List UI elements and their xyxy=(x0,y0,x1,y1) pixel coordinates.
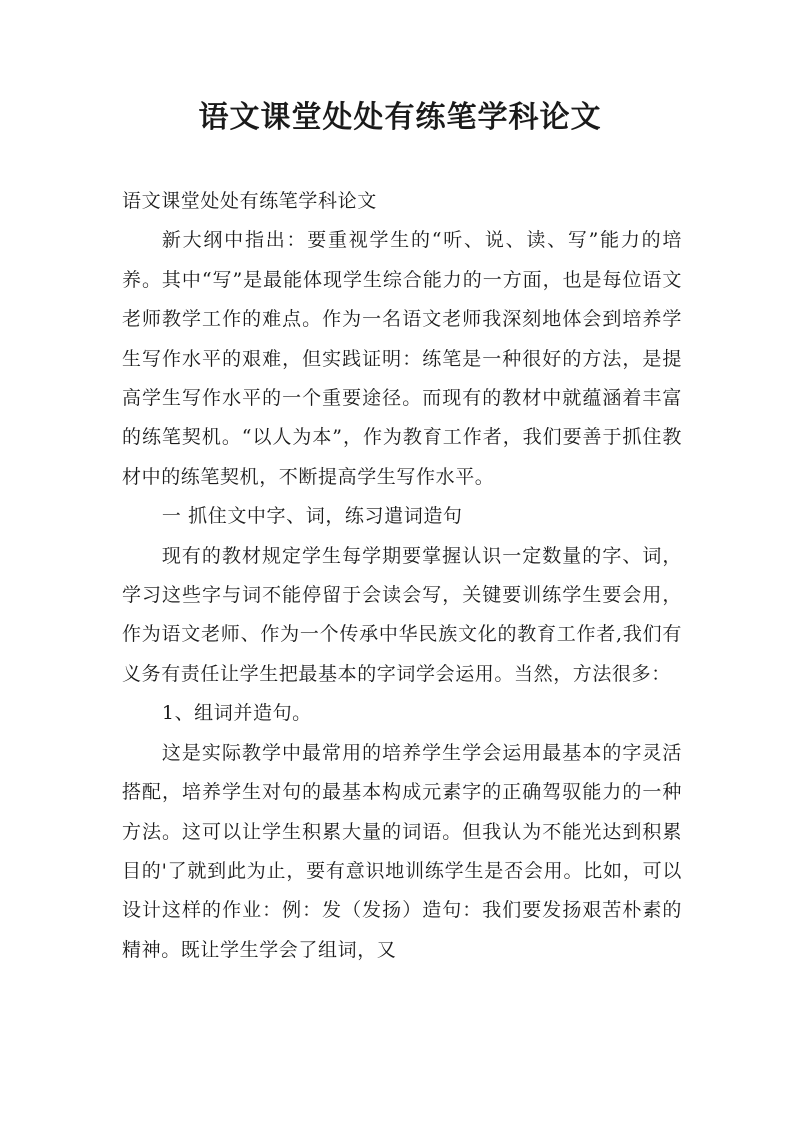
paragraph: 这是实际教学中最常用的培养学生学会运用最基本的字灵活搭配，培养学生对句的最基本构成元素字的正确驾驭能力的一种方法。这可以让学生积累大量的词语。但我认为不能光达到积累目的'了就到此为止，要有意识地训练学生是否会用。比如，可以设计这样的作业：例：发（发扬）造句：我们要发扬艰苦朴素的精神。既让学生学会了组词，又 xyxy=(122,741,682,961)
list-item-heading: 1、组词并造句。 xyxy=(161,702,312,725)
subtitle-paragraph: 语文课堂处处有练笔学科论文 xyxy=(122,190,377,212)
section-heading: 一 抓住文中字、词，练习遣词造句 xyxy=(161,505,463,528)
paragraph: 新大纲中指出：要重视学生的“听、说、读、写”能力的培养。其中“写”是最能体现学生综合能力的一方面，也是每位语文老师教学工作的难点。作为一名语文老师我深刻地体会到培养学生写作水平的艰难，但实践证明：练笔是一种很好的方法，是提高学生写作水平的一个重要途径。而现有的教材中就蕴涵着丰富的练笔契机。“以人为本”，作为教育工作者，我们要善于抓住教材中的练笔契机，不断提高学生写作水平。 xyxy=(122,229,682,488)
document-title: 语文课堂处处有练笔学科论文 xyxy=(198,100,602,135)
paragraph: 现有的教材规定学生每学期要掌握认识一定数量的字、词，学习这些字与词不能停留于会读会写，关键要训练学生要会用，作为语文老师、作为一个传承中华民族文化的教育工作者,我们有义务有责任让学生把最基本的字词学会运用。当然，方法很多： xyxy=(122,544,682,685)
document-body xyxy=(122,182,682,970)
